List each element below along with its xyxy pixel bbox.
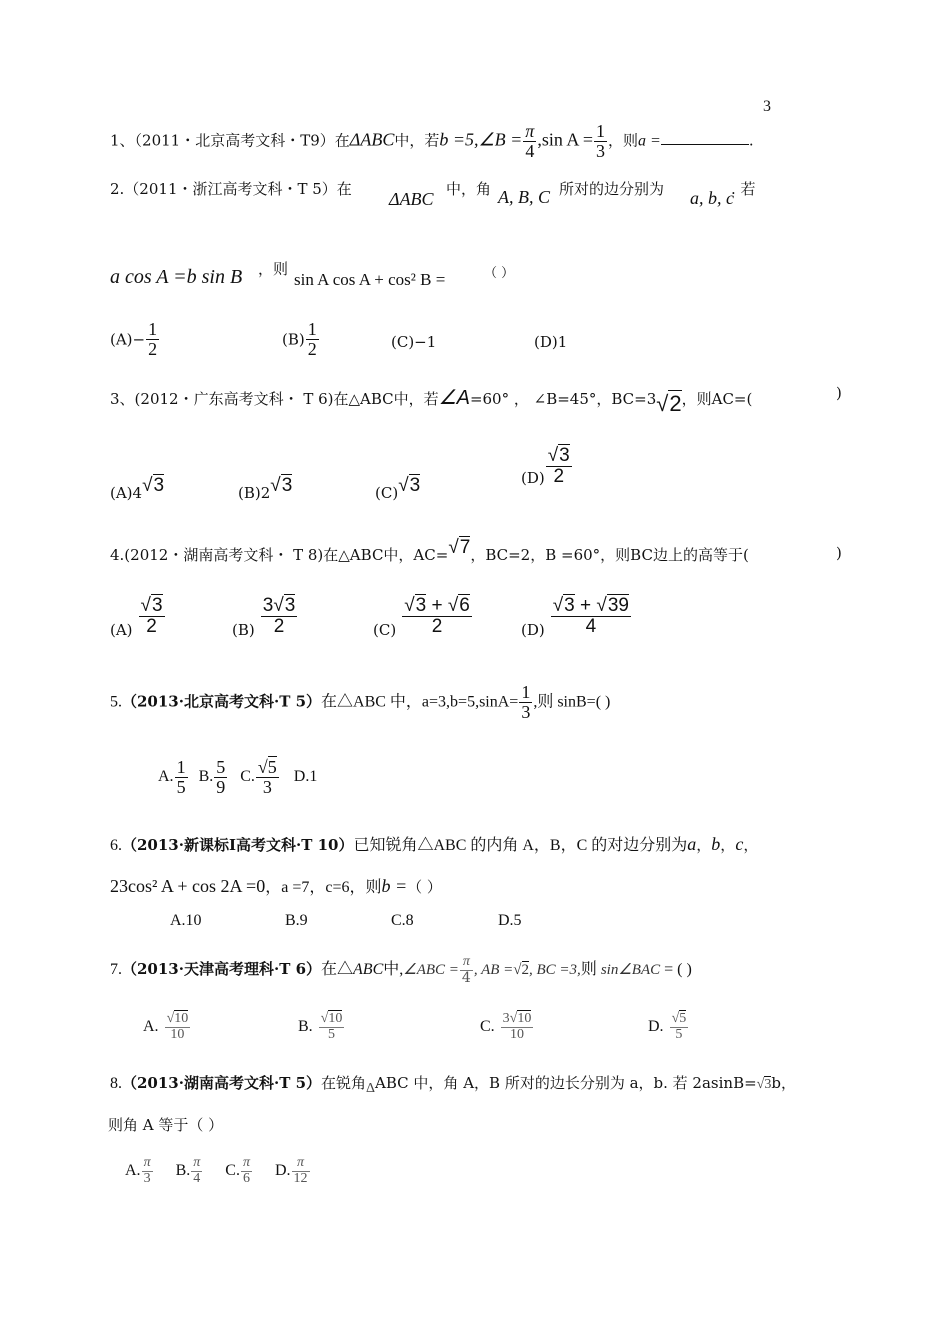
q3-option-d: (D) $\frac{√3}{2}$ [521, 445, 570, 488]
q6-option-a: A.10 [170, 912, 202, 929]
q2-triangle: ΔABC [389, 189, 434, 209]
q6-option-b: B.9 [285, 912, 308, 929]
q5-options: A. $\frac{1}{5}$ B. $\frac{5}{9}$ C. $\frac{√5}{3}$ D.1 [158, 757, 318, 797]
q2-abc-low: a, b, c [690, 188, 734, 208]
q4-option-a: (A) $\frac{√3}{2}$ [110, 595, 163, 640]
q8-line2: 则角 A 等于（ ） [108, 1116, 224, 1134]
q1-triangle: ΔABC [349, 129, 395, 150]
question-7: 7.（2013·天津高考理科·T 6）在△ABC中,∠ABC = $\frac{\pi}{4}$ , AB =√2, BC =3,则 sin∠BAC = ( ) [110, 954, 692, 986]
q1-pi-over-4: $\frac{\pi}{4}$ [525, 121, 535, 161]
q4-close-paren: ) [836, 544, 842, 562]
question-1 [110, 122, 754, 161]
q1-answer-blank[interactable] [661, 130, 749, 145]
page-number: 3 [763, 98, 771, 115]
question-8: 8.（2013·湖南高考文科·T 5）在锐角ΔABC 中，角 A，B 所对的边长分别为 a，b. 若 2asinB=√3b， [110, 1074, 796, 1096]
q2-ruo: . 若 [731, 180, 756, 198]
q2-option-d: (D)1 [534, 333, 568, 351]
q2-abc-caps: A, B, C [498, 187, 550, 207]
q1-b-eq: b =5,∠B = [439, 129, 523, 150]
question-6: 6.（2013·新课标Ⅰ高考文科·T 10）已知锐角△ABC 的内角 A，B，C 的对边分别为a，b，c， [110, 834, 759, 854]
q7-option-c: C. $\frac{3√10}{10}$ [480, 1011, 532, 1042]
q3-option-c: (C)√3 [375, 475, 421, 502]
question-4: 4.(2012・湖南高考文科・ T 8)在△ABC中，AC=√7，BC=2，B =60°，则BC边上的高等于( [110, 537, 749, 564]
q2-zhong: 中，角 [446, 180, 492, 198]
q7-option-a: A. $\frac{√10}{10}$ [143, 1011, 189, 1042]
q8-options: A. $\frac{\pi}{3}$ B. $\frac{\pi}{4}$ C. $\frac{\pi}{6}$ D. $\frac{\pi}{12}$ [125, 1155, 308, 1186]
q2-option-c: (C)−1 [391, 333, 437, 351]
q3-close-paren: ) [836, 384, 842, 402]
q3-option-a: (A)4√3 [110, 475, 165, 502]
q2-paren: （ ） [484, 266, 515, 281]
question-3: 3、(2012・广东高考文科・ T 6)在△ABC中，若∠A=60° ， ∠B=45°，BC=3√2，则AC=( [110, 387, 753, 416]
question-5: 5.（2013·北京高考文科·T 5）在△ABC 中，a=3,b=5,sinA= $\frac{1}{3}$ ,则 sinB=( ) [110, 682, 611, 722]
q1-mid: 中，若 [394, 131, 440, 150]
q6-equation-line: 23cos² A + cos 2A =0，a =7，c=6，则b =（ ） [110, 876, 442, 896]
q6-option-d: D.5 [498, 912, 522, 929]
q1-prefix: 1、（2011・北京高考文科・T9）在 [110, 131, 350, 150]
q3-angle-a: ∠A [438, 387, 470, 409]
q1-one-third: $\frac{1}{3}$ [596, 121, 605, 161]
q3-option-b: (B)2√3 [238, 475, 293, 502]
q4-sqrt7: √7 [448, 537, 471, 558]
q6-option-c: C.8 [391, 912, 414, 929]
q2-line1: 2.（2011・浙江高考文科・T 5）在 [110, 180, 352, 198]
q3-sqrt2: √2 [656, 391, 682, 416]
q2-option-b: (B) $\frac{1}{2}$ [282, 319, 317, 359]
q2-condition: a cos A =b sin B [110, 266, 243, 288]
q1-sin-a: ,sin A = [537, 129, 593, 150]
q2-option-a: (A)− $\frac{1}{2}$ [110, 319, 158, 359]
q4-option-d: (D) $\frac{√3 + √39}{4}$ [521, 595, 629, 640]
q1-then: ，则 [608, 131, 639, 150]
q4-option-c: (C) $\frac{√3 + √6}{2}$ [373, 595, 470, 640]
q1-a-eq: a = [638, 132, 661, 150]
q7-option-d: D. $\frac{√5}{5}$ [648, 1011, 687, 1042]
q1-end: . [748, 131, 754, 150]
q4-option-b: (B) $\frac{3√3}{2}$ [232, 595, 296, 640]
q2-expression: sin A cos A + cos² B = [294, 270, 446, 289]
q7-option-b: B. $\frac{√10}{5}$ [298, 1011, 343, 1042]
q2-comma-then: ，则 [258, 260, 289, 278]
q2-mid: 所对的边分别为 [559, 180, 665, 198]
